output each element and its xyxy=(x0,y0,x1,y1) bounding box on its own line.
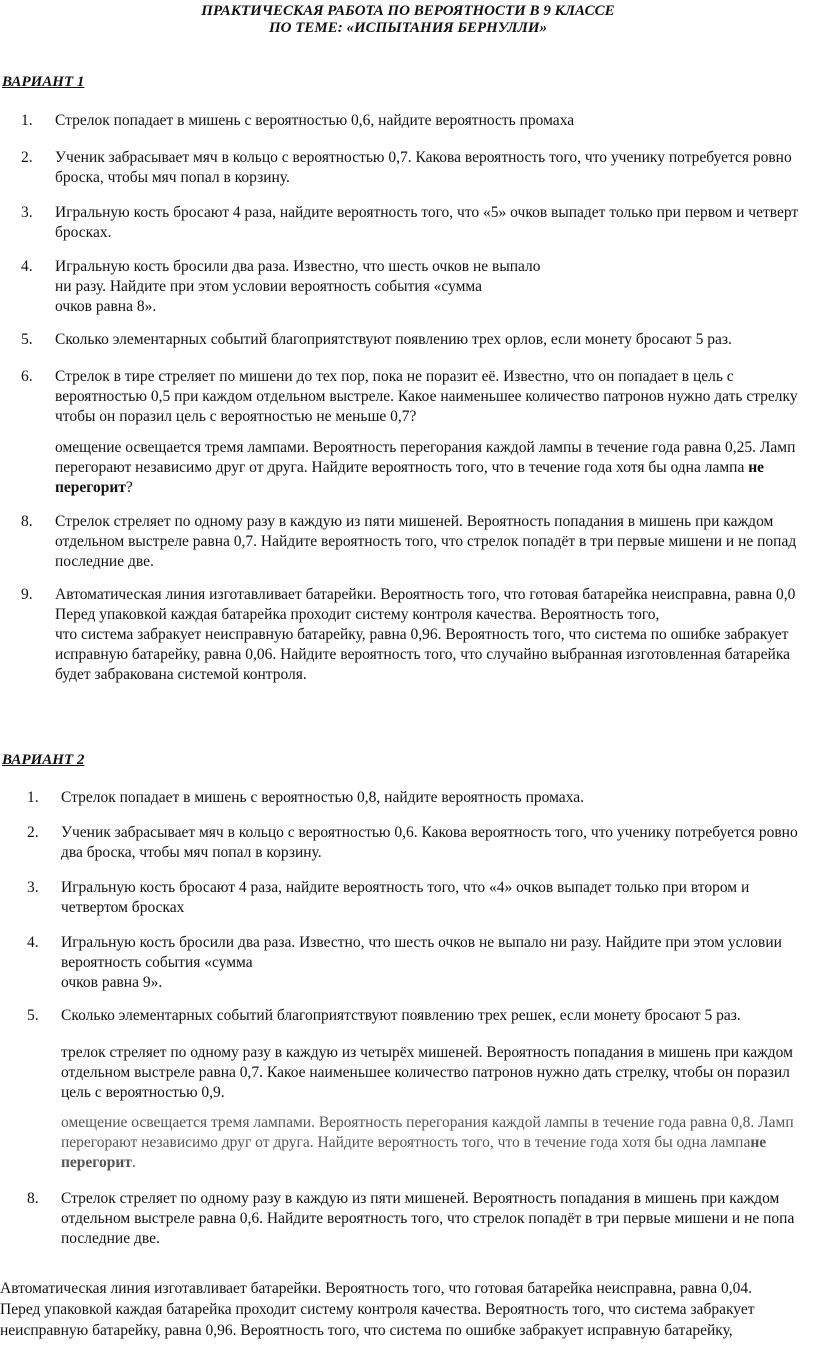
task-text-line: что система забракует неисправную батарейку, равна 0,96. Вероятность того, что система по ошибке забракует xyxy=(55,626,789,643)
task-text-line: вероятность события «сумма xyxy=(61,954,253,971)
task-text-line: Стрелок в тире стреляет по мишени до тех пор, пока не поразит её. Известно, что он попадает в цель с xyxy=(55,368,734,385)
task-number: 2. xyxy=(27,824,39,841)
v1-task-8 xyxy=(21,512,797,572)
page-title-line-2: ПО ТЕМЕ: «ИСПЫТАНИЯ БЕРНУЛЛИ» xyxy=(268,20,548,36)
task-text-line: Перед упаковкой каждая батарейка проходит систему контроля качества. Вероятность того, что система забракует xyxy=(0,1301,755,1318)
v2-task-9-paragraph xyxy=(0,1278,754,1341)
task-text-line: Ученик забрасывает мяч в кольцо с вероятностью 0,7. Какова вероятность того, что ученику потребуется ровно xyxy=(55,149,792,166)
task-text-line: броска, чтобы мяч попал в корзину. xyxy=(55,169,290,186)
task-text-line: ни разу. Найдите при этом условии вероятность события «сумма xyxy=(55,278,482,295)
variant-2-heading: ВАРИАНТ 2 xyxy=(2,752,85,768)
task-number: 6. xyxy=(21,368,33,385)
task-text-line: Игральную кость бросают 4 раза, найдите вероятность того, что «5» очков выпадет только при первом и четверт xyxy=(55,204,799,221)
task-number: 5. xyxy=(27,1007,39,1024)
v1-task-3 xyxy=(21,203,799,243)
task-number: 9. xyxy=(21,586,33,603)
task-text-line: исправную батарейку, равна 0,06. Найдите вероятность того, что случайно выбранная изготовленная батарейка xyxy=(55,646,791,663)
task-text-line: перегорит? xyxy=(55,479,133,496)
v2-task-5 xyxy=(27,1006,741,1026)
task-text-line: омещение освещается тремя лампами. Вероятность перегорания каждой лампы в течение года равна 0,25. Ламп xyxy=(55,439,796,456)
task-text-line: бросках. xyxy=(55,224,112,241)
task-text-line: перегорают независимо друг от друга. Найдите вероятность того, что в течение года хотя бы одна лампане xyxy=(61,1134,767,1151)
v1-task-1 xyxy=(21,111,575,131)
task-text-line: Игральную кость бросают 4 раза, найдите вероятность того, что «4» очков выпадет только при втором и xyxy=(61,879,750,896)
task-number: 5. xyxy=(21,331,33,348)
task-text-line: отдельном выстреле равна 0,7. Какое наименьшее количество патронов нужно дать стрелку, чтобы он поразил xyxy=(61,1064,790,1081)
task-number: 8. xyxy=(27,1190,39,1207)
task-text-line: омещение освещается тремя лампами. Вероятность перегорания каждой лампы в течение года равна 0,8. Ламп xyxy=(61,1114,794,1131)
task-number: 3. xyxy=(21,204,33,221)
task-text-line: Стрелок стреляет по одному разу в каждую из пяти мишеней. Вероятность попадания в мишень при каждом xyxy=(55,513,774,530)
v1-task-2 xyxy=(21,148,792,188)
task-text-line: очков равна 8». xyxy=(55,298,157,315)
task-text-line: очков равна 9». xyxy=(61,974,163,991)
v2-task-7 xyxy=(61,1113,794,1173)
task-text-line: чтобы он поразил цель с вероятностью не меньше 0,7? xyxy=(55,408,417,425)
task-text-line: четвертом бросках xyxy=(61,899,185,916)
task-text-line: будет забракована системой контроля. xyxy=(55,666,307,683)
task-number: 3. xyxy=(27,879,39,896)
v1-task-7 xyxy=(55,438,795,498)
v2-task-2 xyxy=(27,823,798,863)
task-number: 8. xyxy=(21,513,33,530)
task-text-line: два броска, чтобы мяч попал в корзину. xyxy=(61,844,322,861)
task-text-line: перегорают независимо друг от друга. Найдите вероятность того, что в течение года хотя бы одна лампа не xyxy=(55,459,765,476)
task-number: 1. xyxy=(27,789,39,806)
v1-task-4 xyxy=(21,257,541,317)
page-title-line-1: ПРАКТИЧЕСКАЯ РАБОТА ПО ВЕРОЯТНОСТИ В 9 КЛАССЕ xyxy=(201,3,615,19)
task-number: 1. xyxy=(21,112,33,129)
v2-task-8 xyxy=(27,1189,795,1249)
v1-task-5 xyxy=(21,330,732,350)
task-text-line: цель с вероятностью 0,9. xyxy=(61,1084,225,1101)
bold-emphasis: не xyxy=(750,1134,767,1151)
task-text-line: Сколько элементарных событий благоприятствуют появлению трех решек, если монету бросают 5 раз. xyxy=(61,1007,741,1024)
v2-task-1 xyxy=(27,788,584,808)
task-text-line: отдельном выстреле равна 0,7. Найдите вероятность того, что стрелок попадёт в три первые мишени и не попад xyxy=(55,533,797,550)
task-text-line: последние две. xyxy=(61,1230,160,1247)
task-text-line: Автоматическая линия изготавливает батарейки. Вероятность того, что готовая батарейка неисправна, равна 0,04. xyxy=(0,1280,752,1297)
task-number: 4. xyxy=(27,934,39,951)
task-text-line: последние две. xyxy=(55,553,154,570)
task-text-line: Стрелок стреляет по одному разу в каждую из пяти мишеней. Вероятность попадания в мишень при каждом xyxy=(61,1190,780,1207)
task-text-line: Стрелок попадает в мишень с вероятностью 0,6, найдите вероятность промаха xyxy=(55,112,575,129)
bold-emphasis: перегорит xyxy=(55,479,126,496)
task-number: 4. xyxy=(21,258,33,275)
task-text-line: Автоматическая линия изготавливает батарейки. Вероятность того, что готовая батарейка неисправна, равна 0,0 xyxy=(55,586,796,603)
v1-task-9 xyxy=(21,585,796,685)
task-number: 2. xyxy=(21,149,33,166)
task-text-line: Стрелок попадает в мишень с вероятностью 0,8, найдите вероятность промаха. xyxy=(61,789,584,806)
task-text-line: вероятностью 0,5 при каждом отдельном выстреле. Какое наименьшее количество патронов нужно дать стрелку xyxy=(55,388,798,405)
bold-emphasis: не xyxy=(748,459,765,476)
task-text-line: Сколько элементарных событий благоприятствуют появлению трех орлов, если монету бросают 5 раз. xyxy=(55,331,732,348)
task-text-line: Перед упаковкой каждая батарейка проходит систему контроля качества. Вероятность того, xyxy=(55,606,660,623)
v2-task-4 xyxy=(27,933,782,993)
v2-task-6 xyxy=(61,1043,793,1103)
v2-task-3 xyxy=(27,878,750,918)
task-text-line: трелок стреляет по одному разу в каждую из четырёх мишеней. Вероятность попадания в мишень при каждом xyxy=(61,1044,793,1061)
task-text-line: Ученик забрасывает мяч в кольцо с вероятностью 0,6. Какова вероятность того, что ученику потребуется ровно xyxy=(61,824,798,841)
task-text-line: отдельном выстреле равна 0,6. Найдите вероятность того, что стрелок попадёт в три первые мишени и не попа xyxy=(61,1210,795,1227)
variant-1-heading: ВАРИАНТ 1 xyxy=(2,74,85,90)
task-text-line: неисправную батарейку, равна 0,96. Вероятность того, что система по ошибке забракует исправную батарейку, xyxy=(0,1322,733,1339)
bold-emphasis: перегорит xyxy=(61,1154,132,1171)
v1-task-6 xyxy=(21,367,798,427)
task-text-line: перегорит. xyxy=(61,1154,136,1171)
task-text-line: Игральную кость бросили два раза. Известно, что шесть очков не выпало xyxy=(55,258,541,275)
task-text-line: Игральную кость бросили два раза. Известно, что шесть очков не выпало ни разу. Найдите при этом условии xyxy=(61,934,782,951)
